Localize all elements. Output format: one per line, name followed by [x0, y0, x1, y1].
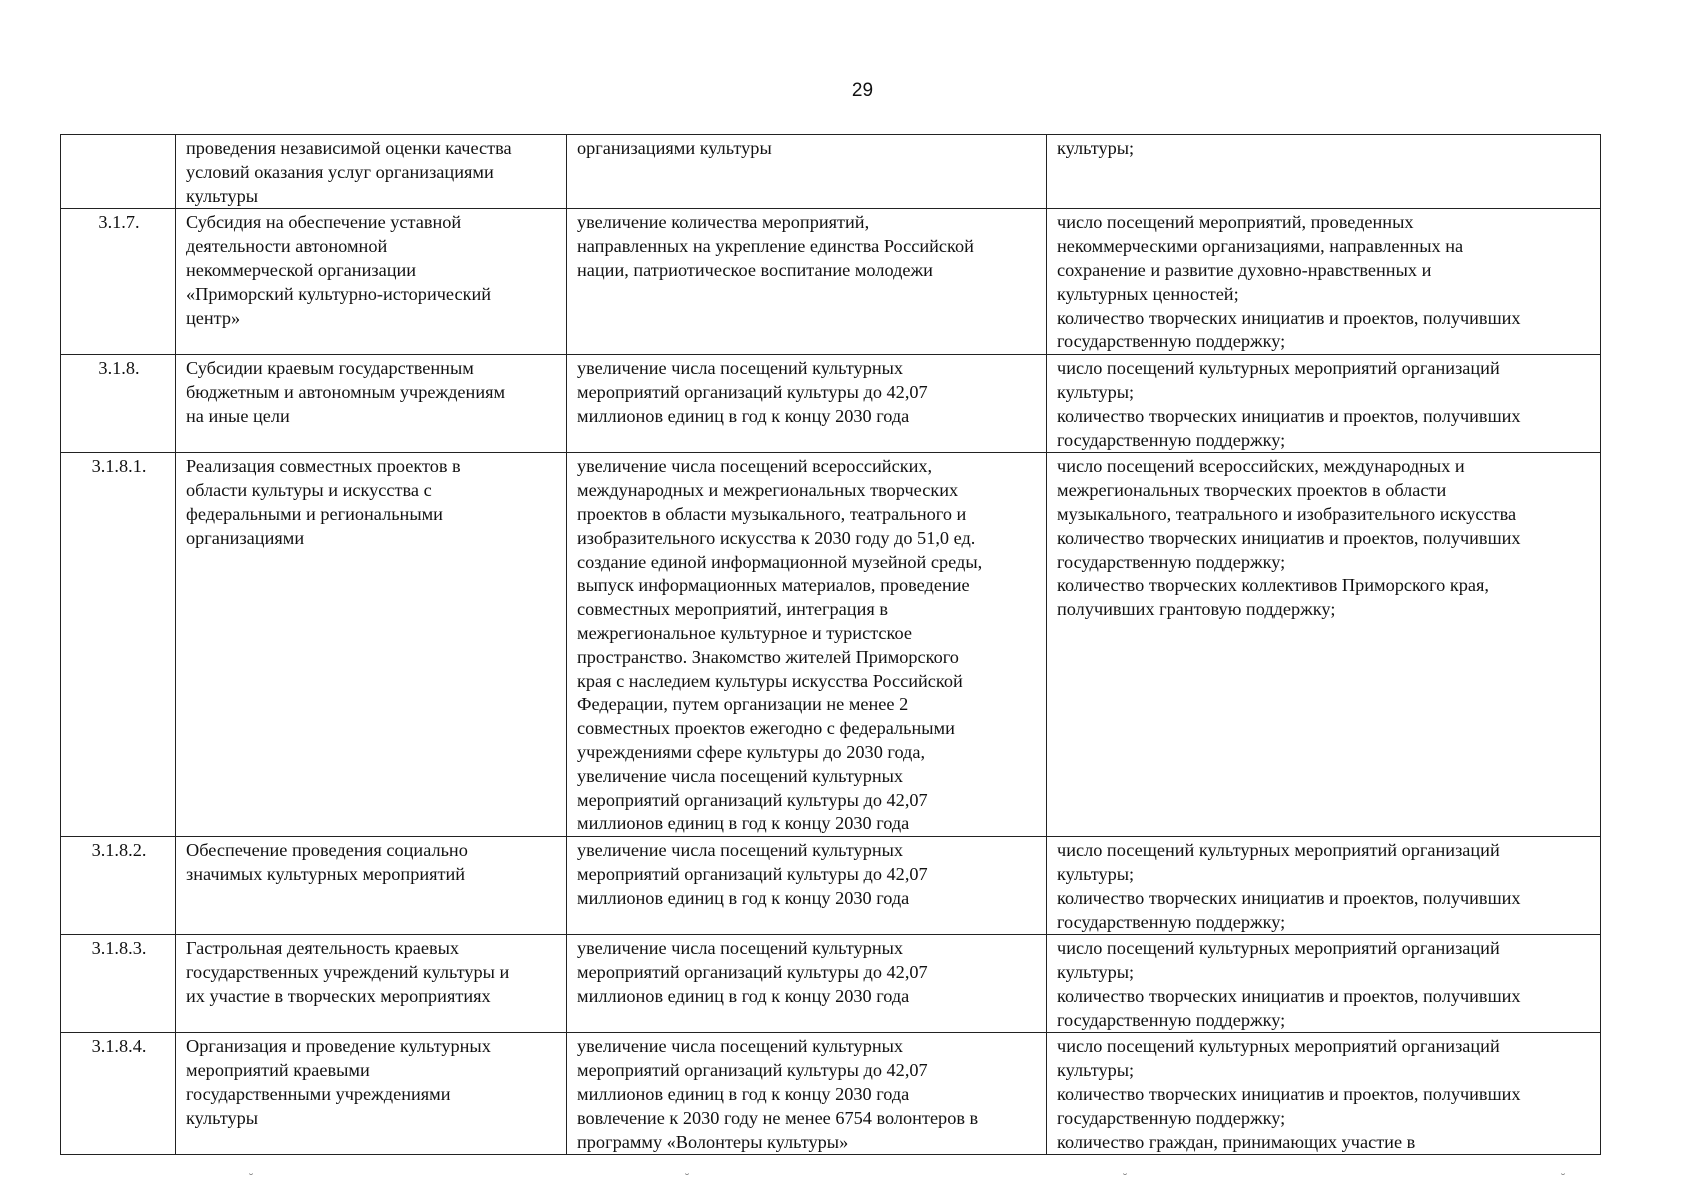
cell-text-line: проведения независимой оценки качества: [186, 138, 512, 158]
cell-text-line: на иные цели: [186, 405, 290, 426]
expected-result-cell: [567, 935, 1047, 1033]
cell-text-line: Реализация совместных проектов в: [186, 456, 461, 477]
cell-text-line: количество творческих инициатив и проектов, получивших: [1057, 527, 1521, 548]
cell-text-line: центр»: [186, 307, 241, 328]
cell-text-line: бюджетным и автономным учреждениям: [186, 381, 506, 402]
cell-text-line: музыкального, театрального и изобразительного искусства: [1057, 503, 1517, 524]
cell-text-line: государственную поддержку;: [1057, 429, 1286, 450]
indicators-cell: [1047, 453, 1601, 837]
cell-text-line: области культуры и искусства с: [186, 480, 432, 501]
cell-text-line: мероприятий организаций культуры до 42,07: [577, 789, 928, 810]
cell-text-line: число посещений культурных мероприятий организаций: [1057, 840, 1500, 861]
cell-text-line: государственную поддержку;: [1057, 1107, 1286, 1128]
cell-text-line: проектов в области музыкального, театрального и: [577, 503, 967, 524]
cell-text-line: условий оказания услуг организациями: [186, 161, 494, 182]
cell-text-line: количество творческих инициатив и проектов, получивших: [1057, 1084, 1521, 1105]
cell-text-line: государственную поддержку;: [1057, 551, 1286, 572]
cell-text-line: миллионов единиц в год к концу 2030 года: [577, 887, 910, 908]
cell-text-line: культуры: [186, 185, 259, 206]
cell-text-line: Субсидия на обеспечение уставной: [186, 212, 462, 233]
cell-text-line: увеличение числа посещений культурных: [577, 938, 904, 959]
cell-text-line: их участие в творческих мероприятиях: [186, 985, 491, 1006]
scan-mark: ˘: [248, 1172, 254, 1186]
cell-text-line: культуры;: [1057, 863, 1135, 884]
cell-text-line: вовлечение к 2030 году не менее 6754 волонтеров в: [577, 1107, 979, 1128]
cell-text-line: миллионов единиц в год к концу 2030 года: [577, 985, 910, 1006]
measures-table: [60, 134, 1601, 1155]
cell-text-line: направленных на укрепление единства Российской: [577, 236, 974, 257]
cell-text-line: миллионов единиц в год к концу 2030 года: [577, 1084, 910, 1105]
cell-text-line: увеличение числа посещений культурных: [577, 1036, 904, 1057]
cell-text-line: мероприятий организаций культуры до 42,07: [577, 962, 928, 983]
cell-text-line: культуры;: [1057, 138, 1135, 158]
cell-text-line: края с наследием культуры искусства Российской: [577, 670, 963, 691]
cell-text-line: государственную поддержку;: [1057, 911, 1286, 932]
row-number-cell: 3.1.8.1.: [61, 453, 176, 837]
expected-result-cell: [567, 135, 1047, 209]
row-number-cell: 3.1.8.4.: [61, 1033, 176, 1155]
cell-text-line: совместных проектов ежегодно с федеральными: [577, 718, 955, 739]
cell-text-line: совместных мероприятий, интеграция в: [577, 599, 888, 620]
table-row: [61, 935, 1601, 1033]
cell-text-line: увеличение количества мероприятий,: [577, 212, 870, 233]
indicators-cell: [1047, 935, 1601, 1033]
cell-text-line: увеличение числа посещений культурных: [577, 358, 904, 379]
table-row: [61, 1033, 1601, 1155]
cell-text-line: мероприятий краевыми: [186, 1060, 370, 1081]
table-row: [61, 837, 1601, 935]
row-number-cell: [61, 135, 176, 209]
scan-mark: ˘: [1122, 1172, 1128, 1186]
expected-result-cell: [567, 453, 1047, 837]
cell-text-line: получивших грантовую поддержку;: [1057, 599, 1336, 620]
cell-text-line: увеличение числа посещений культурных: [577, 840, 904, 861]
measure-name-cell: [176, 935, 567, 1033]
cell-text-line: Организация и проведение культурных: [186, 1036, 491, 1057]
cell-text-line: количество творческих инициатив и проектов, получивших: [1057, 985, 1521, 1006]
indicators-cell: [1047, 135, 1601, 209]
cell-text-line: число посещений культурных мероприятий организаций: [1057, 1036, 1500, 1057]
expected-result-cell: [567, 355, 1047, 453]
table-row: [61, 355, 1601, 453]
cell-text-line: организациями: [186, 527, 305, 548]
cell-text-line: программу «Волонтеры культуры»: [577, 1131, 849, 1152]
cell-text-line: миллионов единиц в год к концу 2030 года: [577, 405, 910, 426]
cell-text-line: нации, патриотическое воспитание молодежи: [577, 259, 933, 280]
cell-text-line: Субсидии краевым государственным: [186, 358, 474, 379]
row-number-cell: 3.1.7.: [61, 209, 176, 355]
expected-result-cell: [567, 209, 1047, 355]
row-number-cell: 3.1.8.: [61, 355, 176, 453]
cell-text-line: межрегиональных творческих проектов в области: [1057, 480, 1447, 501]
cell-text-line: «Приморский культурно-исторический: [186, 283, 492, 304]
cell-text-line: некоммерческой организации: [186, 259, 417, 280]
indicators-cell: [1047, 209, 1601, 355]
measure-name-cell: [176, 837, 567, 935]
cell-text-line: создание единой информационной музейной среды,: [577, 551, 983, 572]
cell-text-line: мероприятий организаций культуры до 42,07: [577, 863, 928, 884]
cell-text-line: увеличение числа посещений культурных: [577, 765, 904, 786]
cell-text-line: культуры: [186, 1107, 259, 1128]
cell-text-line: организациями культуры: [577, 138, 772, 158]
cell-text-line: сохранение и развитие духовно-нравственных и: [1057, 259, 1432, 280]
indicators-cell: [1047, 1033, 1601, 1155]
measure-name-cell: [176, 135, 567, 209]
cell-text-line: федеральными и региональными: [186, 503, 443, 524]
scan-marks: [0, 1172, 1695, 1186]
cell-text-line: пространство. Знакомство жителей Приморского: [577, 646, 959, 667]
cell-text-line: значимых культурных мероприятий: [186, 863, 466, 884]
cell-text-line: мероприятий организаций культуры до 42,07: [577, 1060, 928, 1081]
measure-name-cell: [176, 1033, 567, 1155]
cell-text-line: государственными учреждениями: [186, 1084, 451, 1105]
measure-name-cell: [176, 355, 567, 453]
cell-text-line: государственную поддержку;: [1057, 331, 1286, 352]
cell-text-line: культуры;: [1057, 1060, 1135, 1081]
cell-text-line: количество творческих инициатив и проектов, получивших: [1057, 887, 1521, 908]
cell-text-line: межрегиональное культурное и туристское: [577, 622, 912, 643]
cell-text-line: государственных учреждений культуры и: [186, 962, 510, 983]
cell-text-line: изобразительного искусства к 2030 году до 51,0 ед.: [577, 527, 976, 548]
cell-text-line: Федерации, путем организации не менее 2: [577, 694, 909, 715]
cell-text-line: некоммерческими организациями, направленных на: [1057, 236, 1464, 257]
row-number-cell: 3.1.8.2.: [61, 837, 176, 935]
cell-text-line: культуры;: [1057, 381, 1135, 402]
cell-text-line: количество граждан, принимающих участие в: [1057, 1131, 1416, 1152]
expected-result-cell: [567, 837, 1047, 935]
cell-text-line: мероприятий организаций культуры до 42,07: [577, 381, 928, 402]
table-row: [61, 453, 1601, 837]
cell-text-line: число посещений всероссийских, международных и: [1057, 456, 1465, 477]
table-row: [61, 209, 1601, 355]
table-row: [61, 135, 1601, 209]
indicators-cell: [1047, 837, 1601, 935]
measure-name-cell: [176, 209, 567, 355]
cell-text-line: международных и межрегиональных творческих: [577, 480, 959, 501]
cell-text-line: государственную поддержку;: [1057, 1009, 1286, 1030]
cell-text-line: культуры;: [1057, 962, 1135, 983]
cell-text-line: Обеспечение проведения социально: [186, 840, 468, 861]
cell-text-line: число посещений культурных мероприятий организаций: [1057, 938, 1500, 959]
cell-text-line: выпуск информационных материалов, проведение: [577, 575, 970, 596]
row-number-cell: 3.1.8.3.: [61, 935, 176, 1033]
cell-text-line: количество творческих инициатив и проектов, получивших: [1057, 405, 1521, 426]
cell-text-line: культурных ценностей;: [1057, 283, 1239, 304]
cell-text-line: деятельности автономной: [186, 236, 388, 257]
cell-text-line: число посещений культурных мероприятий организаций: [1057, 358, 1500, 379]
cell-text-line: количество творческих коллективов Приморского края,: [1057, 575, 1489, 596]
page-number: 29: [851, 80, 874, 101]
indicators-cell: [1047, 355, 1601, 453]
scan-mark: ˘: [684, 1172, 690, 1186]
cell-text-line: Гастрольная деятельность краевых: [186, 938, 460, 959]
cell-text-line: количество творческих инициатив и проектов, получивших: [1057, 307, 1521, 328]
measure-name-cell: [176, 453, 567, 837]
cell-text-line: миллионов единиц в год к концу 2030 года: [577, 813, 910, 834]
cell-text-line: учреждениями сфере культуры до 2030 года,: [577, 741, 926, 762]
cell-text-line: число посещений мероприятий, проведенных: [1057, 212, 1414, 233]
scan-mark: ˘: [1560, 1172, 1566, 1186]
cell-text-line: увеличение числа посещений всероссийских,: [577, 456, 933, 477]
expected-result-cell: [567, 1033, 1047, 1155]
